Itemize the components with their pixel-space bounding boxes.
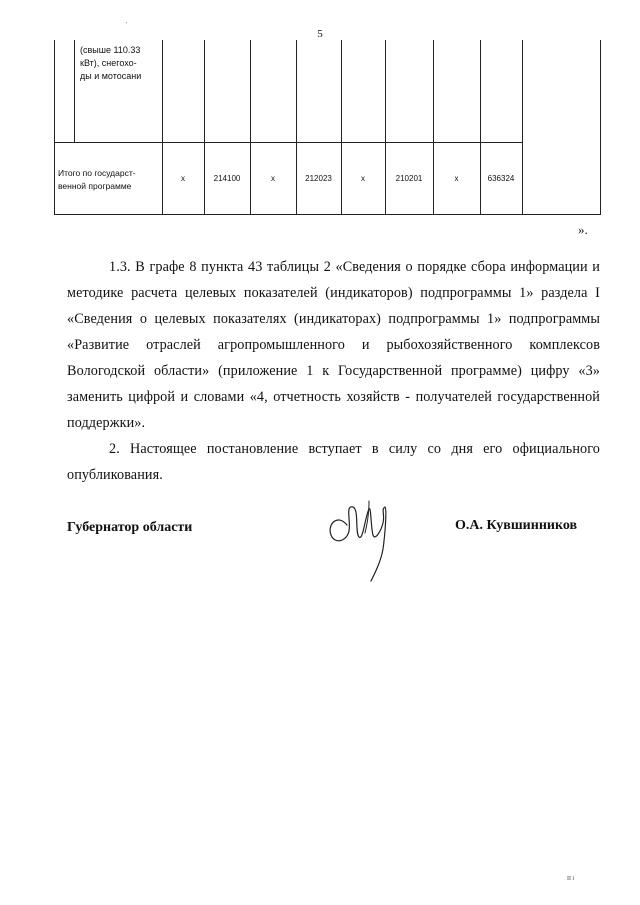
table-total-cell: 210201 bbox=[395, 174, 423, 183]
table-row-separator bbox=[54, 142, 522, 143]
signatory-name: О.А. Кувшинников bbox=[455, 518, 578, 533]
table-total-label-line: Итого по государст- bbox=[58, 168, 136, 178]
table-col-line bbox=[204, 40, 205, 215]
table-col-line bbox=[74, 40, 75, 143]
table-row1-desc-line: ды и мотосани bbox=[80, 71, 142, 81]
table-col-line bbox=[250, 40, 251, 215]
table-total-cell: х bbox=[181, 174, 185, 183]
table-total-cell: х bbox=[361, 174, 365, 183]
table-col-line bbox=[162, 40, 163, 215]
table-col-line bbox=[480, 40, 481, 215]
table-total-label-line: венной программе bbox=[58, 181, 132, 191]
table-row1-desc-line: кВт), снегохо- bbox=[80, 58, 137, 68]
table-col-line bbox=[522, 40, 523, 215]
table-col-line bbox=[433, 40, 434, 215]
table-border-bottom bbox=[54, 214, 600, 215]
signatory-title: Губернатор области bbox=[67, 520, 193, 535]
closing-quote: ». bbox=[578, 222, 588, 237]
table-total-cell: х bbox=[271, 174, 275, 183]
handwritten-signature bbox=[325, 495, 405, 585]
page-number: 5 bbox=[317, 28, 323, 40]
table-row1-desc-line: (свыше 110.33 bbox=[80, 45, 141, 55]
table-total-cell: 636324 bbox=[487, 174, 515, 183]
table-total-cell: 214100 bbox=[213, 174, 241, 183]
scan-mark: ' bbox=[126, 22, 128, 28]
table-col-line bbox=[296, 40, 297, 215]
table-total-cell: 212023 bbox=[305, 174, 332, 183]
table-total-cell: х bbox=[454, 174, 459, 183]
paragraph-effective: 2. Настоящее постановление вступает в силу со дня его официального опубликования. bbox=[67, 441, 600, 483]
table-border-right bbox=[600, 40, 601, 215]
table-col-line bbox=[385, 40, 386, 215]
table-col-line bbox=[341, 40, 342, 215]
table-border-left bbox=[54, 40, 55, 215]
paragraph-amendment: 1.3. В графе 8 пункта 43 таблицы 2 «Сведения о порядке сбора информации и методике расчета целевых показателей (индикаторов) подпрограммы 1» раздела I «Сведения о целевых показателях (индикаторах) подпрограммы 1» подпрограммы «Развитие отраслей агропромышленного и рыбохозяйственного комплексов Вологодской области» (приложение 1 к Государственной программе) цифру «3» заменить цифрой и словами «4, отчетность хозяйств - получателей государственной поддержки». bbox=[67, 259, 600, 431]
footer-mark: II i bbox=[567, 876, 575, 882]
